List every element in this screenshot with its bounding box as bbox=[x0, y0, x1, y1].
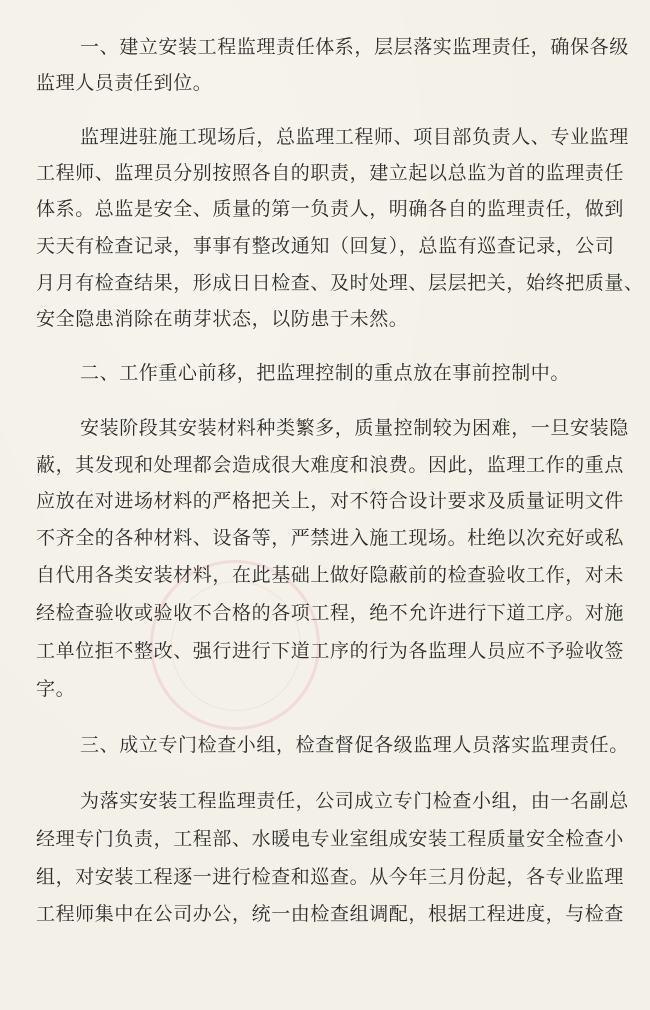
section-3-heading-line-1: 三、成立专门检查小组，检查督促各级监理人员落实监理责任。 bbox=[80, 734, 629, 756]
section-1-heading-line-1: 一、建立安装工程监理责任体系，层层落实监理责任，确保各级 bbox=[80, 36, 629, 58]
section-2-body-line-8: 字。 bbox=[36, 678, 76, 700]
section-2-body-line-7: 工单位拒不整改、强行进行下道工序的行为各监理人员应不予验收签 bbox=[36, 640, 625, 662]
section-1-body-line-4: 天天有检查记录，事事有整改通知（回复），总监有巡查记录，公司 bbox=[36, 235, 615, 257]
section-1-body-line-5: 月月有检查结果，形成日日检查、及时处理、层层把关，始终把质量、 bbox=[36, 272, 644, 294]
section-2-body-line-3: 应放在对进场材料的严格把关上，对不符合设计要求及质量证明文件 bbox=[36, 490, 625, 512]
section-2-body-line-2: 蔽，其发现和处理都会造成很大难度和浪费。因此，监理工作的重点 bbox=[36, 454, 625, 476]
section-2-body-line-5: 自代用各类安装材料，在此基础上做好隐蔽前的检查验收工作，对未 bbox=[36, 564, 625, 586]
section-2-body-line-1: 安装阶段其安装材料种类繁多，质量控制较为困难，一旦安装隐 bbox=[80, 417, 629, 439]
section-1-body-line-6: 安全隐患消除在萌芽状态，以防患于未然。 bbox=[36, 308, 409, 330]
section-3-body-line-1: 为落实安装工程监理责任，公司成立专门检查小组，由一名副总 bbox=[80, 790, 629, 812]
section-2-body-line-6: 经检查验收或验收不合格的各项工程，绝不允许进行下道工序。对施 bbox=[36, 602, 625, 624]
section-1-body-line-2: 工程师、监理员分别按照各自的职责，建立起以总监为首的监理责任 bbox=[36, 162, 625, 184]
section-2-body-line-4: 不齐全的各种材料、设备等，严禁进入施工现场。杜绝以次充好或私 bbox=[36, 527, 625, 549]
section-1-body-line-1: 监理进驻施工现场后，总监理工程师、项目部负责人、专业监理 bbox=[80, 126, 629, 148]
section-2-heading-line-1: 二、工作重心前移，把监理控制的重点放在事前控制中。 bbox=[80, 362, 571, 384]
section-3-body-line-4: 工程师集中在公司办公，统一由检查组调配，根据工程进度，与检查 bbox=[36, 903, 625, 925]
section-3-body-line-3: 组，对安装工程逐一进行检查和巡查。从今年三月份起，各专业监理 bbox=[36, 866, 625, 888]
section-3-body-line-2: 经理专门负责，工程部、水暖电专业室组成安装工程质量安全检查小 bbox=[36, 828, 625, 850]
section-1-heading-line-2: 监理人员责任到位。 bbox=[36, 72, 213, 94]
section-1-body-line-3: 体系。总监是安全、质量的第一负责人，明确各自的监理责任，做到 bbox=[36, 198, 625, 220]
